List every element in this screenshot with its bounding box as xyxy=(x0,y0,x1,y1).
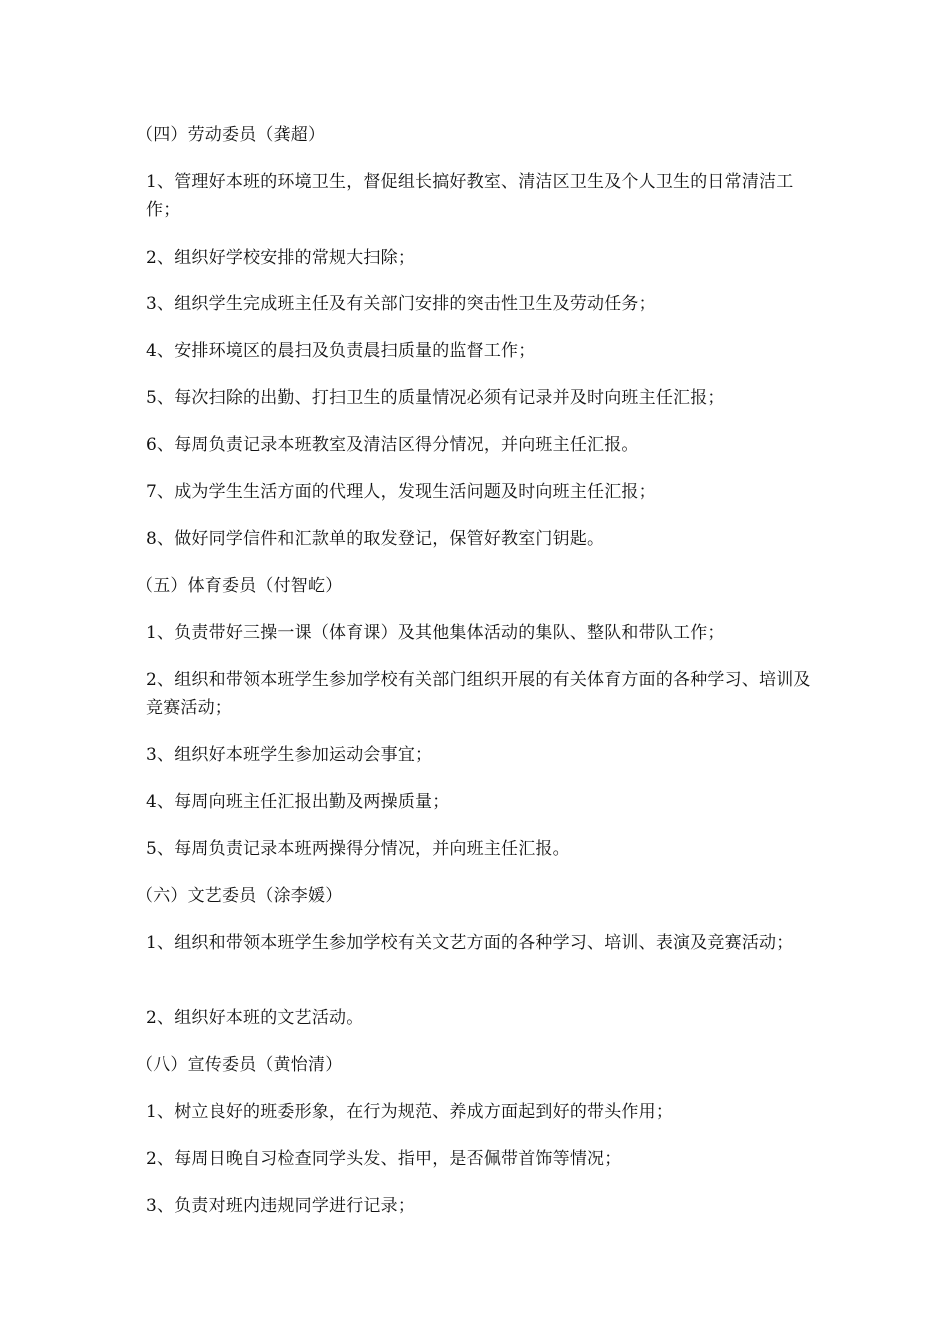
paragraph-sports-4: 4、每周向班主任汇报出勤及两操质量； xyxy=(146,792,450,812)
paragraph-labor-2: 2、组织好学校安排的常规大扫除； xyxy=(146,248,416,268)
paragraph-publicity-1: 1、树立良好的班委形象，在行为规范、养成方面起到好的带头作用； xyxy=(146,1102,674,1122)
paragraph-labor-1: 1、管理好本班的环境卫生，督促组长搞好教室、清洁区卫生及个人卫生的日常清洁工作； xyxy=(146,172,794,220)
paragraph-publicity-2: 2、每周日晚自习检查同学头发、指甲，是否佩带首饰等情况； xyxy=(146,1149,622,1169)
paragraph-sports-2: 2、组织和带领本班学生参加学校有关部门组织开展的有关体育方面的各种学习、培训及竞赛活动； xyxy=(146,670,811,718)
paragraph-sports-1: 1、负责带好三操一课（体育课）及其他集体活动的集队、整队和带队工作； xyxy=(146,623,725,643)
section-heading-labor: （四）劳动委员（龚超） xyxy=(136,125,326,145)
paragraph-labor-6: 6、每周负责记录本班教室及清洁区得分情况，并向班主任汇报。 xyxy=(146,435,639,455)
paragraph-sports-3: 3、组织好本班学生参加运动会事宜； xyxy=(146,745,433,765)
paragraph-publicity-3: 3、负责对班内违规同学进行记录； xyxy=(146,1196,416,1216)
paragraph-labor-8: 8、做好同学信件和汇款单的取发登记，保管好教室门钥匙。 xyxy=(146,529,605,549)
section-heading-sports: （五）体育委员（付智屹） xyxy=(136,576,343,596)
section-heading-publicity: （八）宣传委员（黄怡清） xyxy=(136,1055,343,1075)
paragraph-labor-5: 5、每次扫除的出勤、打扫卫生的质量情况必须有记录并及时向班主任汇报； xyxy=(146,388,725,408)
paragraph-arts-2: 2、组织好本班的文艺活动。 xyxy=(146,1008,364,1028)
paragraph-labor-3: 3、组织学生完成班主任及有关部门安排的突击性卫生及劳动任务； xyxy=(146,294,656,314)
section-heading-arts: （六）文艺委员（涂李媛） xyxy=(136,886,343,906)
paragraph-sports-5: 5、每周负责记录本班两操得分情况，并向班主任汇报。 xyxy=(146,839,570,859)
paragraph-labor-7: 7、成为学生生活方面的代理人，发现生活问题及时向班主任汇报； xyxy=(146,482,656,502)
paragraph-arts-1: 1、组织和带领本班学生参加学校有关文艺方面的各种学习、培训、表演及竞赛活动； xyxy=(146,933,794,953)
paragraph-labor-4: 4、安排环境区的晨扫及负责晨扫质量的监督工作； xyxy=(146,341,536,361)
